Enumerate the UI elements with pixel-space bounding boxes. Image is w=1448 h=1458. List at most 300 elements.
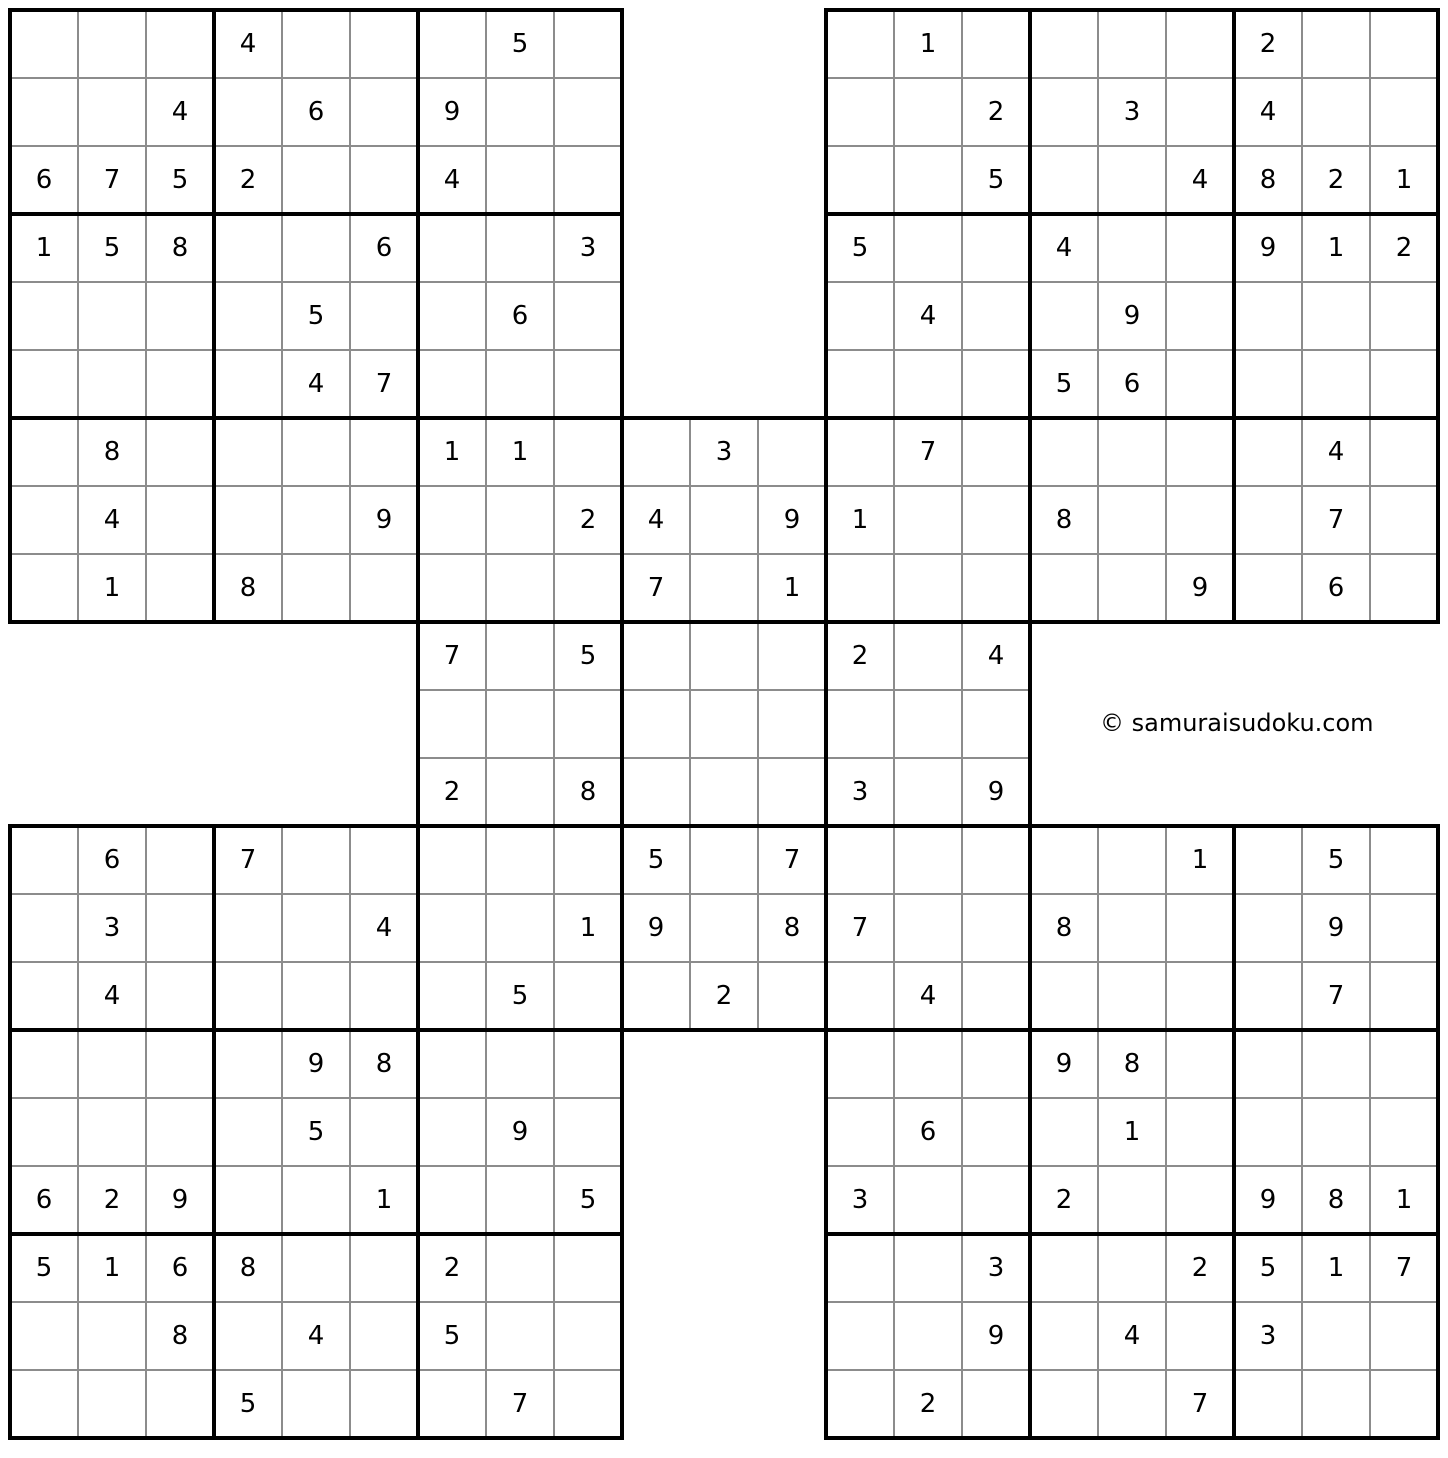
sudoku-cell[interactable] [350,418,418,486]
sudoku-cell[interactable] [894,486,962,554]
sudoku-cell[interactable] [214,1302,282,1370]
sudoku-cell[interactable] [486,146,554,214]
sudoku-cell[interactable] [10,1370,78,1438]
sudoku-cell[interactable] [1302,78,1370,146]
sudoku-cell[interactable] [78,1302,146,1370]
sudoku-cell[interactable] [1302,350,1370,418]
sudoku-cell[interactable] [1302,1098,1370,1166]
sudoku-cell[interactable] [1370,1098,1438,1166]
sudoku-cell[interactable] [146,1098,214,1166]
sudoku-cell[interactable] [1166,214,1234,282]
sudoku-cell[interactable] [146,826,214,894]
sudoku-cell[interactable] [214,1098,282,1166]
sudoku-cell[interactable] [1234,282,1302,350]
sudoku-cell[interactable] [1370,962,1438,1030]
given-digit: 4 [307,1321,325,1351]
sudoku-cell[interactable] [10,554,78,622]
given-digit: 3 [851,777,869,807]
sudoku-cell[interactable] [486,622,554,690]
sudoku-cell[interactable] [690,894,758,962]
sudoku-cell[interactable] [962,1098,1030,1166]
sudoku-cell[interactable] [418,826,486,894]
sudoku-cell[interactable] [486,826,554,894]
sudoku-cell[interactable] [622,758,690,826]
given-digit: 6 [35,165,53,195]
given-digit: 2 [987,97,1005,127]
sudoku-cell[interactable] [10,1098,78,1166]
sudoku-cell[interactable] [486,758,554,826]
sudoku-cell[interactable] [1030,282,1098,350]
given-digit: 6 [171,1253,189,1283]
sudoku-cell[interactable] [418,1370,486,1438]
sudoku-cell[interactable] [486,690,554,758]
given-digit: 9 [987,777,1005,807]
given-digit: 5 [239,1389,257,1419]
given-digit: 5 [35,1253,53,1283]
sudoku-cell[interactable] [826,350,894,418]
sudoku-cell[interactable] [962,962,1030,1030]
sudoku-cell[interactable] [894,214,962,282]
sudoku-cell[interactable] [146,554,214,622]
given-digit: 4 [987,641,1005,671]
sudoku-cell[interactable] [418,10,486,78]
sudoku-cell[interactable] [78,350,146,418]
sudoku-cell[interactable] [826,690,894,758]
sudoku-cell[interactable] [418,1030,486,1098]
sudoku-cell[interactable] [214,282,282,350]
given-digit: 1 [783,573,801,603]
sudoku-cell[interactable] [554,1370,622,1438]
sudoku-cell[interactable] [1370,418,1438,486]
sudoku-cell[interactable] [826,1098,894,1166]
sudoku-cell[interactable] [1370,1302,1438,1370]
given-digit: 1 [1327,1253,1345,1283]
given-digit: 5 [851,233,869,263]
sudoku-cell[interactable] [554,146,622,214]
sudoku-cell[interactable] [1098,894,1166,962]
sudoku-cell[interactable] [894,758,962,826]
sudoku-cell[interactable] [894,1166,962,1234]
sudoku-cell[interactable] [214,418,282,486]
sudoku-cell[interactable] [1166,1098,1234,1166]
sudoku-cell[interactable] [1098,554,1166,622]
sudoku-cell[interactable] [1166,10,1234,78]
sudoku-cell[interactable] [758,418,826,486]
sudoku-cell[interactable] [1098,146,1166,214]
sudoku-cell[interactable] [826,1234,894,1302]
sudoku-cell[interactable] [418,894,486,962]
sudoku-cell[interactable] [1370,1370,1438,1438]
sudoku-cell[interactable] [962,350,1030,418]
sudoku-cell[interactable] [146,486,214,554]
sudoku-cell[interactable] [1234,1098,1302,1166]
sudoku-cell[interactable] [758,622,826,690]
sudoku-cell[interactable] [622,418,690,486]
given-digit: 7 [239,845,257,875]
sudoku-cell[interactable] [10,10,78,78]
sudoku-cell[interactable] [1098,1370,1166,1438]
sudoku-cell[interactable] [10,894,78,962]
given-digit: 8 [375,1049,393,1079]
sudoku-cell[interactable] [1302,1302,1370,1370]
sudoku-cell[interactable] [894,1030,962,1098]
sudoku-cell[interactable] [1370,282,1438,350]
sudoku-cell[interactable] [1098,826,1166,894]
sudoku-cell[interactable] [1166,418,1234,486]
sudoku-cell[interactable] [1234,554,1302,622]
sudoku-cell[interactable] [146,894,214,962]
sudoku-cell[interactable] [554,418,622,486]
sudoku-cell[interactable] [758,962,826,1030]
sudoku-cell[interactable] [894,894,962,962]
sudoku-cell[interactable] [1166,962,1234,1030]
sudoku-cell[interactable] [350,554,418,622]
given-digit: 5 [1327,845,1345,875]
sudoku-cell[interactable] [554,10,622,78]
sudoku-cell[interactable] [282,10,350,78]
sudoku-cell[interactable] [826,282,894,350]
sudoku-cell[interactable] [962,554,1030,622]
sudoku-cell[interactable] [78,1370,146,1438]
sudoku-cell[interactable] [1098,962,1166,1030]
sudoku-cell[interactable] [1370,1030,1438,1098]
given-digit: 8 [239,1253,257,1283]
sudoku-cell[interactable] [214,962,282,1030]
given-digit: 7 [1191,1389,1209,1419]
sudoku-cell[interactable] [1302,10,1370,78]
given-digit: 3 [1259,1321,1277,1351]
sudoku-cell[interactable] [690,758,758,826]
sudoku-cell[interactable] [1098,1234,1166,1302]
sudoku-cell[interactable] [146,1030,214,1098]
sudoku-cell[interactable] [418,486,486,554]
given-digit: 1 [103,1253,121,1283]
sudoku-cell[interactable] [894,1302,962,1370]
sudoku-cell[interactable] [1234,350,1302,418]
sudoku-cell[interactable] [554,282,622,350]
sudoku-cell[interactable] [1030,78,1098,146]
given-digit: 4 [1259,97,1277,127]
sudoku-cell[interactable] [282,962,350,1030]
sudoku-cell[interactable] [486,1234,554,1302]
sudoku-cell[interactable] [1030,1234,1098,1302]
sudoku-cell[interactable] [690,826,758,894]
sudoku-cell[interactable] [10,78,78,146]
sudoku-cell[interactable] [486,350,554,418]
sudoku-cell[interactable] [894,78,962,146]
sudoku-cell[interactable] [1234,486,1302,554]
sudoku-cell[interactable] [486,214,554,282]
sudoku-cell[interactable] [350,1370,418,1438]
given-digit: 2 [1191,1253,1209,1283]
sudoku-cell[interactable] [418,214,486,282]
given-digit: 7 [1395,1253,1413,1283]
sudoku-cell[interactable] [10,962,78,1030]
sudoku-cell[interactable] [962,214,1030,282]
sudoku-cell[interactable] [1030,418,1098,486]
given-digit: 6 [375,233,393,263]
sudoku-cell[interactable] [10,486,78,554]
sudoku-cell[interactable] [758,758,826,826]
sudoku-cell[interactable] [486,486,554,554]
sudoku-cell[interactable] [1030,10,1098,78]
sudoku-cell[interactable] [826,826,894,894]
sudoku-cell[interactable] [690,554,758,622]
given-digit: 9 [1123,301,1141,331]
sudoku-cell[interactable] [350,146,418,214]
sudoku-cell[interactable] [894,826,962,894]
sudoku-cell[interactable] [282,1166,350,1234]
given-digit: 1 [919,29,937,59]
sudoku-cell[interactable] [418,282,486,350]
sudoku-cell[interactable] [962,486,1030,554]
sudoku-cell[interactable] [1166,1302,1234,1370]
sudoku-cell[interactable] [486,1302,554,1370]
given-digit: 5 [987,165,1005,195]
sudoku-cell[interactable] [214,78,282,146]
sudoku-cell[interactable] [1234,1370,1302,1438]
sudoku-cell[interactable] [622,962,690,1030]
sudoku-cell[interactable] [962,10,1030,78]
given-digit: 8 [171,1321,189,1351]
given-digit: 2 [579,505,597,535]
given-digit: 8 [1055,505,1073,535]
sudoku-cell[interactable] [78,10,146,78]
sudoku-cell[interactable] [350,1302,418,1370]
sudoku-cell[interactable] [350,282,418,350]
sudoku-cell[interactable] [1370,350,1438,418]
sudoku-cell[interactable] [214,1166,282,1234]
sudoku-cell[interactable] [894,146,962,214]
sudoku-cell[interactable] [1166,894,1234,962]
sudoku-cell[interactable] [214,894,282,962]
sudoku-cell[interactable] [146,282,214,350]
sudoku-cell[interactable] [350,962,418,1030]
sudoku-cell[interactable] [78,282,146,350]
given-digit: 1 [851,505,869,535]
sudoku-cell[interactable] [146,10,214,78]
sudoku-cell[interactable] [962,1370,1030,1438]
sudoku-cell[interactable] [962,826,1030,894]
sudoku-cell[interactable] [10,1030,78,1098]
sudoku-cell[interactable] [826,78,894,146]
sudoku-cell[interactable] [894,622,962,690]
sudoku-cell[interactable] [1166,486,1234,554]
sudoku-cell[interactable] [486,78,554,146]
sudoku-cell[interactable] [1370,78,1438,146]
sudoku-cell[interactable] [1166,78,1234,146]
given-digit: 5 [511,981,529,1011]
sudoku-cell[interactable] [554,1234,622,1302]
sudoku-cell[interactable] [146,418,214,486]
sudoku-cell[interactable] [554,1302,622,1370]
sudoku-cell[interactable] [554,826,622,894]
given-digit: 4 [103,505,121,535]
given-digit: 4 [1055,233,1073,263]
sudoku-cell[interactable] [1302,1030,1370,1098]
sudoku-cell[interactable] [214,1030,282,1098]
sudoku-cell[interactable] [1098,486,1166,554]
sudoku-cell[interactable] [282,146,350,214]
sudoku-cell[interactable] [1370,10,1438,78]
sudoku-cell[interactable] [350,78,418,146]
sudoku-cell[interactable] [1098,1166,1166,1234]
sudoku-cell[interactable] [826,1302,894,1370]
sudoku-cell[interactable] [146,1370,214,1438]
given-digit: 1 [1123,1117,1141,1147]
sudoku-cell[interactable] [1166,282,1234,350]
sudoku-cell[interactable] [486,554,554,622]
sudoku-cell[interactable] [894,350,962,418]
sudoku-cell[interactable] [418,554,486,622]
sudoku-cell[interactable] [826,1370,894,1438]
given-digit: 8 [171,233,189,263]
sudoku-cell[interactable] [690,486,758,554]
given-digit: 8 [103,437,121,467]
sudoku-cell[interactable] [282,1234,350,1302]
sudoku-cell[interactable] [10,282,78,350]
sudoku-cell[interactable] [826,418,894,486]
sudoku-cell[interactable] [554,1030,622,1098]
sudoku-cell[interactable] [554,350,622,418]
sudoku-cell[interactable] [962,894,1030,962]
sudoku-cell[interactable] [1098,214,1166,282]
given-digit: 7 [103,165,121,195]
sudoku-cell[interactable] [418,962,486,1030]
sudoku-cell[interactable] [554,962,622,1030]
sudoku-cell[interactable] [1030,1302,1098,1370]
sudoku-cell[interactable] [690,690,758,758]
sudoku-cell[interactable] [826,1030,894,1098]
sudoku-cell[interactable] [486,894,554,962]
sudoku-cell[interactable] [1030,962,1098,1030]
sudoku-cell[interactable] [962,282,1030,350]
sudoku-cell[interactable] [1234,894,1302,962]
given-digit: 1 [511,437,529,467]
sudoku-cell[interactable] [146,350,214,418]
sudoku-cell[interactable] [214,486,282,554]
sudoku-cell[interactable] [622,690,690,758]
sudoku-cell[interactable] [78,78,146,146]
sudoku-cell[interactable] [10,1302,78,1370]
sudoku-cell[interactable] [894,1234,962,1302]
sudoku-cell[interactable] [1370,554,1438,622]
sudoku-cell[interactable] [1166,1030,1234,1098]
given-digit: 4 [171,97,189,127]
sudoku-cell[interactable] [554,690,622,758]
sudoku-cell[interactable] [894,690,962,758]
given-digit: 9 [1055,1049,1073,1079]
sudoku-cell[interactable] [486,1166,554,1234]
sudoku-cell[interactable] [758,690,826,758]
sudoku-cell[interactable] [350,10,418,78]
sudoku-cell[interactable] [214,214,282,282]
sudoku-cell[interactable] [418,1098,486,1166]
sudoku-cell[interactable] [962,1166,1030,1234]
sudoku-cell[interactable] [214,350,282,418]
sudoku-cell[interactable] [554,1098,622,1166]
sudoku-cell[interactable] [10,826,78,894]
sudoku-cell[interactable] [1098,418,1166,486]
sudoku-cell[interactable] [1030,1370,1098,1438]
given-digit: 7 [443,641,461,671]
given-digit: 2 [919,1389,937,1419]
sudoku-cell[interactable] [1370,486,1438,554]
sudoku-cell[interactable] [554,78,622,146]
sudoku-cell[interactable] [146,962,214,1030]
sudoku-cell[interactable] [826,962,894,1030]
sudoku-cell[interactable] [282,894,350,962]
sudoku-cell[interactable] [1234,1030,1302,1098]
sudoku-cell[interactable] [282,826,350,894]
sudoku-cell[interactable] [826,554,894,622]
sudoku-cell[interactable] [826,10,894,78]
sudoku-cell[interactable] [962,690,1030,758]
sudoku-cell[interactable] [554,554,622,622]
given-digit: 4 [443,165,461,195]
sudoku-cell[interactable] [1302,1370,1370,1438]
sudoku-cell[interactable] [418,690,486,758]
sudoku-cell[interactable] [282,554,350,622]
given-digit: 2 [1327,165,1345,195]
sudoku-cell[interactable] [690,622,758,690]
sudoku-cell[interactable] [894,554,962,622]
sudoku-cell[interactable] [78,1030,146,1098]
sudoku-cell[interactable] [282,486,350,554]
sudoku-cell[interactable] [1370,826,1438,894]
sudoku-cell[interactable] [1098,10,1166,78]
sudoku-cell[interactable] [10,350,78,418]
sudoku-cell[interactable] [10,418,78,486]
given-digit: 6 [919,1117,937,1147]
sudoku-cell[interactable] [1166,1166,1234,1234]
sudoku-cell[interactable] [1166,350,1234,418]
sudoku-cell[interactable] [1030,554,1098,622]
sudoku-cell[interactable] [1030,1098,1098,1166]
sudoku-cell[interactable] [350,1098,418,1166]
sudoku-cell[interactable] [622,622,690,690]
sudoku-cell[interactable] [1302,282,1370,350]
given-digit: 8 [1055,913,1073,943]
sudoku-cell[interactable] [418,350,486,418]
sudoku-cell[interactable] [1030,826,1098,894]
sudoku-cell[interactable] [1234,418,1302,486]
sudoku-cell[interactable] [962,418,1030,486]
sudoku-cell[interactable] [486,1030,554,1098]
sudoku-cell[interactable] [962,1030,1030,1098]
sudoku-cell[interactable] [1030,146,1098,214]
given-digit: 9 [171,1185,189,1215]
sudoku-cell[interactable] [350,826,418,894]
given-digit: 3 [715,437,733,467]
sudoku-cell[interactable] [282,214,350,282]
given-digit: 5 [307,301,325,331]
sudoku-cell[interactable] [282,418,350,486]
sudoku-cell[interactable] [418,1166,486,1234]
given-digit: 4 [919,301,937,331]
sudoku-cell[interactable] [282,1370,350,1438]
sudoku-cell[interactable] [78,1098,146,1166]
given-digit: 4 [375,913,393,943]
sudoku-cell[interactable] [1370,894,1438,962]
given-digit: 2 [851,641,869,671]
given-digit: 4 [919,981,937,1011]
given-digit: 7 [375,369,393,399]
sudoku-cell[interactable] [1234,826,1302,894]
sudoku-cell[interactable] [1234,962,1302,1030]
sudoku-cell[interactable] [826,146,894,214]
sudoku-cell[interactable] [350,1234,418,1302]
